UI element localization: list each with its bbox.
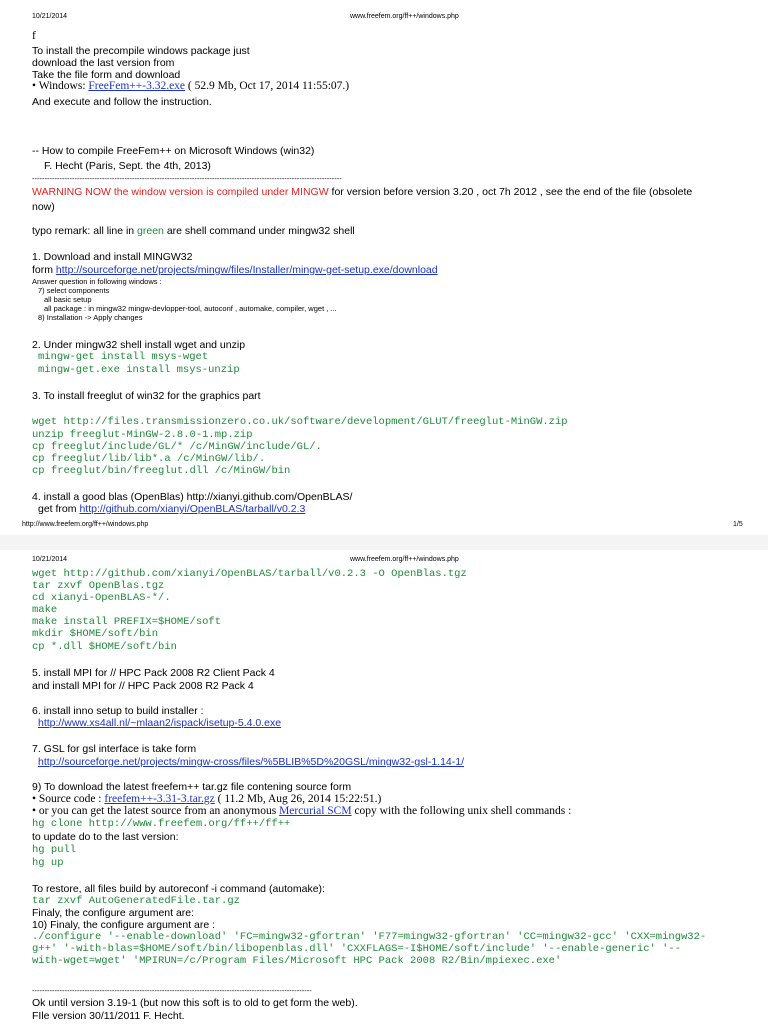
source-prefix: • Source code : [32, 793, 105, 805]
pdf-page-2 [0, 550, 768, 1024]
openblas-get-line [38, 503, 305, 515]
warning-rest-1: for version before version 3.20 , oct 7h 2012 , see the end of the file (obsolete [328, 186, 693, 198]
cmd-hg-pull: hg pull [32, 844, 77, 856]
warning-rest-2: now) [32, 201, 55, 213]
header-url: www.freefem.org/ff++/windows.php [350, 13, 459, 20]
restore-line: To restore, all files build by autoreconf -i command (automake): [32, 883, 325, 895]
intro-line-2: download the last version from [32, 57, 175, 69]
mingw-download-link[interactable]: http://sourceforge.net/projects/mingw/files/Installer/mingw-get-setup.exe/download [55, 264, 438, 276]
source-code-line [32, 793, 381, 805]
separator-line: ---------------------------------------------------------------------------------------------------------------- [32, 986, 312, 995]
footer-page-number: 1/5 [733, 521, 743, 528]
typo-remark [32, 225, 355, 237]
cmd-openblas-cd: cd xianyi-OpenBLAS-*/. [32, 592, 171, 604]
openblas-tarball-link[interactable]: http://github.com/xianyi/OpenBLAS/tarball/v0.2.3 [79, 503, 306, 515]
intro-line-3: Take the file form and download [32, 69, 181, 81]
cmd-openblas-mkdir: mkdir $HOME/soft/bin [32, 628, 159, 640]
cmd-openblas-make: make [32, 604, 58, 616]
update-line: to update do to the last version: [32, 831, 179, 843]
mingw-form-line [32, 264, 438, 276]
step-7-title: 7. GSL for gsl interface is take form [32, 743, 197, 755]
cmd-glut-unzip: unzip freeglut-MinGW-2.8.0-1.mp.zip [32, 429, 253, 441]
form-prefix: form [32, 264, 56, 276]
source-info: ( 11.2 Mb, Aug 26, 2014 15:22:51.) [214, 793, 382, 805]
author-line: F. Hecht (Paris, Sept. the 4th, 2013) [44, 160, 211, 172]
stray-letter: f [32, 30, 36, 42]
step-1-title: 1. Download and install MINGW32 [32, 251, 193, 263]
all-package: all package : in mingw32 mingw-devlopper-tool, autoconf , automake, compiler, wget , ... [44, 304, 337, 313]
cmd-install-wget: mingw-get install msys-wget [38, 351, 209, 363]
typo-green-word: green [137, 225, 164, 237]
warning-paragraph [32, 186, 752, 198]
step-5-mpi-client: 5. install MPI for // HPC Pack 2008 R2 Client Pack 4 [32, 667, 275, 679]
cmd-openblas-make-install: make install PREFIX=$HOME/soft [32, 616, 222, 628]
gsl-download-link[interactable]: http://sourceforge.net/projects/mingw-cross/files/%5BLIB%5D%20GSL/mingw32-gsl-1.14-1/ [38, 756, 465, 768]
get-from-prefix: get from [38, 503, 80, 515]
footer-url: http://www.freefem.org/ff++/windows.php [22, 521, 149, 528]
windows-download-line [32, 80, 349, 92]
execute-line: And execute and follow the instruction. [32, 96, 212, 108]
mercurial-pre: • or you can get the latest source from an anonymous [32, 805, 280, 817]
cmd-glut-cp-lib: cp freeglut/lib/lib*.a /c/MinGW/lib/. [32, 453, 266, 465]
step-2-title: 2. Under mingw32 shell install wget and unzip [32, 339, 246, 351]
cmd-glut-cp-include: cp freeglut/include/GL/* /c/MinGW/include/GL/. [32, 441, 322, 453]
typo-post: are shell command under mingw32 shell [163, 225, 355, 237]
gsl-line [38, 756, 464, 768]
ok-until-line: Ok until version 3.19-1 (but now this soft is to old to get form the web). [32, 997, 358, 1009]
mercurial-line [32, 805, 571, 817]
cmd-hg-up: hg up [32, 857, 64, 869]
mercurial-post: copy with the following unix shell commands : [351, 805, 572, 817]
header-url: www.freefem.org/ff++/windows.php [350, 556, 459, 563]
cmd-glut-cp-dll: cp freeglut/bin/freeglut.dll /c/MinGW/bin [32, 465, 291, 477]
cmd-install-unzip: mingw-get.exe install msys-unzip [38, 364, 240, 376]
cmd-openblas-wget: wget http://github.com/xianyi/OpenBLAS/tarball/v0.2.3 -O OpenBlas.tgz [32, 568, 467, 580]
finaly-line-1: Finaly, the configure argument are: [32, 907, 195, 919]
step-3-title: 3. To install freeglut of win32 for the graphics part [32, 390, 261, 402]
inno-setup-link[interactable]: http://www.xs4all.nl/~mlaan2/ispack/isetup-5.4.0.exe [38, 717, 282, 729]
cmd-configure-1: ./configure '--enable-download' 'FC=mingw32-gfortran' 'F77=mingw32-gfortran' 'CC=mingw32-gcc' 'CXX=mingw32- [32, 931, 707, 943]
source-tarball-link[interactable]: freefem++-3.31-3.tar.gz [104, 793, 215, 805]
finaly-line-2: 10) Finaly, the configure argument are : [32, 919, 216, 931]
cmd-configure-3: with-wget=wget' 'MPIRUN=/c/Program Files/Microsoft HPC Pack 2008 R2/Bin/mpiexec.exe' [32, 955, 562, 967]
separator-line: ---------------------------------------------------------------------------------------------------------------------------- [32, 174, 342, 183]
inno-line [38, 717, 281, 729]
cmd-hg-clone: hg clone http://www.freefem.org/ff++/ff++ [32, 818, 291, 830]
header-date: 10/21/2014 [32, 13, 68, 20]
cmd-openblas-tar: tar zxvf OpenBlas.tgz [32, 580, 165, 592]
select-components: 7) select components [38, 286, 110, 295]
windows-download-info: ( 52.9 Mb, Oct 17, 2014 11:55:07.) [185, 80, 350, 92]
page-gap [0, 535, 768, 550]
warning-text: WARNING NOW the window version is compiled under MINGW [32, 186, 329, 198]
step-6-title: 6. install inno setup to build installer : [32, 705, 204, 717]
cmd-openblas-cp: cp *.dll $HOME/soft/bin [32, 641, 177, 653]
typo-pre: typo remark: all line in [32, 225, 138, 237]
cmd-glut-wget: wget http://files.transmissionzero.co.uk/software/development/GLUT/freeglut-MinGW.zip [32, 416, 568, 428]
windows-download-link[interactable]: FreeFem++-3.32.exe [88, 80, 186, 92]
answer-line: Answer question in following windows : [32, 277, 162, 286]
step-9-title: 9) To download the latest freefem++ tar.gz file contening source form [32, 781, 352, 793]
file-version-line: FIle version 30/11/2011 F. Hecht. [32, 1010, 185, 1022]
cmd-configure-2: g++' '-with-blas=$HOME/soft/bin/libopenblas.dll' 'CXXFLAGS=-I$HOME/soft/include' '--enable-generic' '-- [32, 943, 682, 955]
windows-prefix: • Windows: [32, 80, 89, 92]
mercurial-link[interactable]: Mercurial SCM [279, 805, 352, 817]
cmd-tar-autogenerated: tar zxvf AutoGeneratedFile.tar.gz [32, 895, 240, 907]
apply-changes: 8) Installation -> Apply changes [38, 313, 143, 322]
step-5-mpi-pack: and install MPI for // HPC Pack 2008 R2 Pack 4 [32, 680, 254, 692]
compile-title: -- How to compile FreeFem++ on Microsoft Windows (win32) [32, 145, 315, 157]
step-4-title: 4. install a good blas (OpenBlas) http://xianyi.github.com/OpenBLAS/ [32, 491, 353, 503]
header-date: 10/21/2014 [32, 556, 68, 563]
intro-line-1: To install the precompile windows package just [32, 45, 250, 57]
basic-setup: all basic setup [44, 295, 92, 304]
